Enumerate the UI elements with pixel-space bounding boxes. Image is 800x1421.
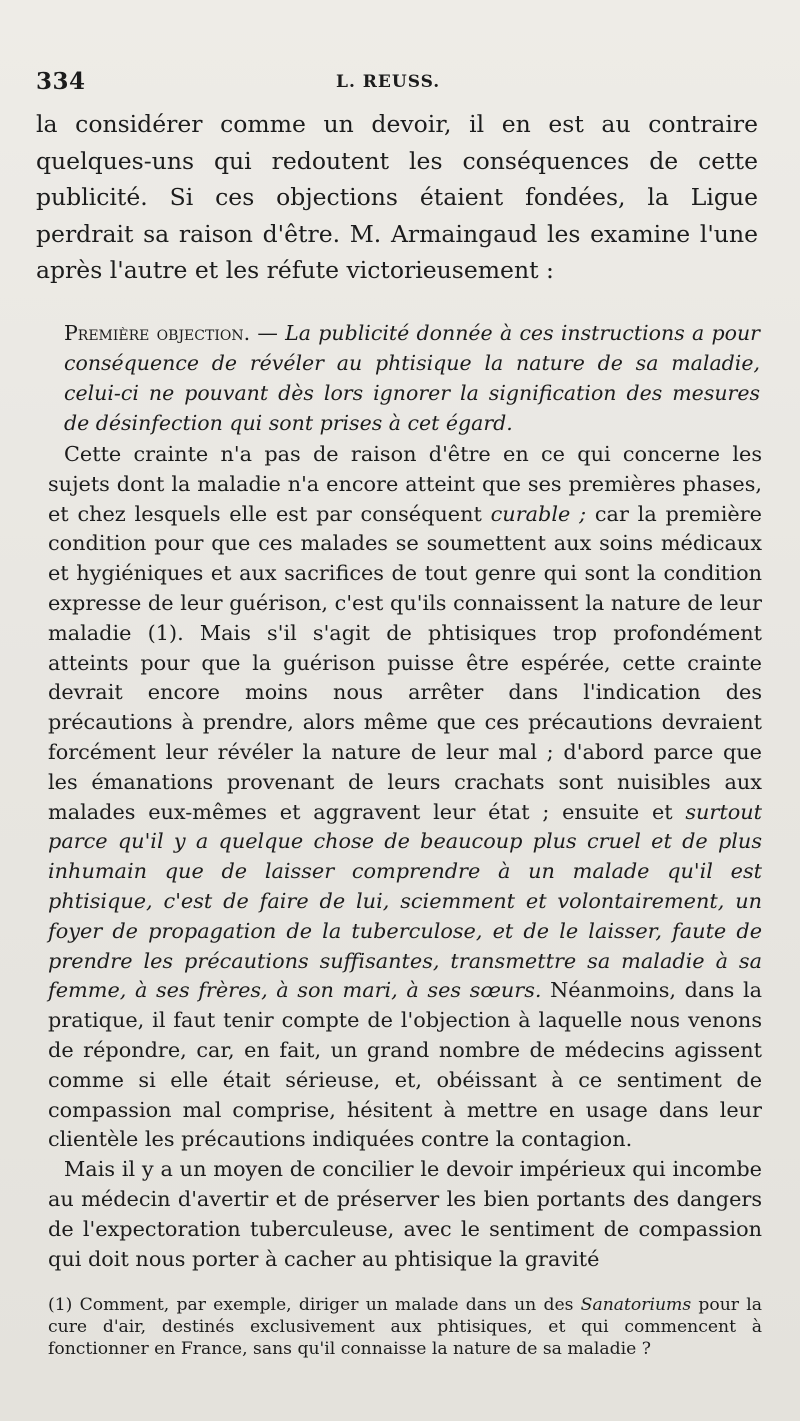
objection-paragraph xyxy=(64,318,760,438)
response-italic-1: curable ; xyxy=(490,501,587,526)
response-part-2: car la première condition pour que ces malades se soumettent aux soins médicaux et hygiéniques et aux sacrifices de tout genre qui sont la condition expresse de leur guérison, c'est qu'ils connaissent la nature de leur maladie (1). Mais s'il s'agit de phtisiques trop profondément atteints pour que la guérison puisse être espérée, cette crainte devrait encore moins nous arrêter dans l'indication des précautions à prendre, alors même que ces précautions devraient forcément leur révéler la nature de leur mal ; d'abord parce que les émanations provenant de leurs crachats sont nuisibles aux malades eux-mêmes et aggravent leur état ; ensuite et xyxy=(48,501,762,824)
main-text xyxy=(48,440,762,1274)
footnote-part-2: pour la cure d'air, destinés exclusivement aux phtisiques, et qui commencent à fonctionner en France, sans qu'il connaisse la nature de sa maladie ? xyxy=(48,1295,762,1359)
response-part-1: Cette crainte n'a pas de raison d'être en ce qui concerne les sujets dont la maladie n'a encore atteint que ses premières phases, et chez lesquels elle est par conséquent xyxy=(48,442,762,526)
intro-paragraph xyxy=(36,106,758,289)
running-head: L. REUSS. xyxy=(336,72,441,92)
footnote xyxy=(48,1294,762,1360)
page-number: 334 xyxy=(36,68,86,95)
page-header xyxy=(36,68,756,102)
footnote-part-1: (1) Comment, par exemple, diriger un malade dans un des xyxy=(48,1295,581,1315)
intro-text: la considérer comme un devoir, il en est au contraire quelques-uns qui redoutent les conséquences de cette publicité. Si ces objections étaient fondées, la Ligue perdrait sa raison d'être. M. Armaingaud les examine l'une après l'autre et les réfute victorieusement : xyxy=(36,110,758,284)
objection-text: La publicité donnée à ces instructions a pour conséquence de révéler au phtisique la nature de sa maladie, celui-ci ne pouvant dès lors ignorer la signification des mesures de désinfection qui sont prises à cet égard. xyxy=(64,321,760,435)
response-paragraph xyxy=(48,440,762,1155)
response-part-3: Néanmoins, dans la pratique, il faut tenir compte de l'objection à laquelle nous venons de répondre, car, en fait, un grand nombre de médecins agissent comme si elle était sérieuse, et, obéissant à ce sentiment de compassion mal comprise, hésitent à mettre en usage dans leur clientèle les précautions indiquées contre la contagion. xyxy=(48,978,763,1152)
footnote-italic: Sanatoriums xyxy=(580,1295,692,1315)
response-italic-2: surtout parce qu'il y a quelque chose de beaucoup plus cruel et de plus inhumain que de laisser comprendre à un malade qu'il est phtisique, c'est de faire de lui, sciemment et volontairement, un foyer de propagation de la tuberculose, et de le laisser, faute de prendre les précautions suffisantes, transmettre sa maladie à sa femme, à ses frères, à son mari, à ses sœurs. xyxy=(48,799,762,1003)
conciliation-paragraph: Mais il y a un moyen de concilier le devoir impérieux qui incombe au médecin d'avertir et de préserver les bien portants des dangers de l'expectoration tuberculeuse, avec le sentiment de compassion qui doit nous porter à cacher au phtisique la gravité xyxy=(48,1157,762,1271)
objection-dash: — xyxy=(250,321,286,345)
objection-lead: Première objection. xyxy=(64,321,251,345)
